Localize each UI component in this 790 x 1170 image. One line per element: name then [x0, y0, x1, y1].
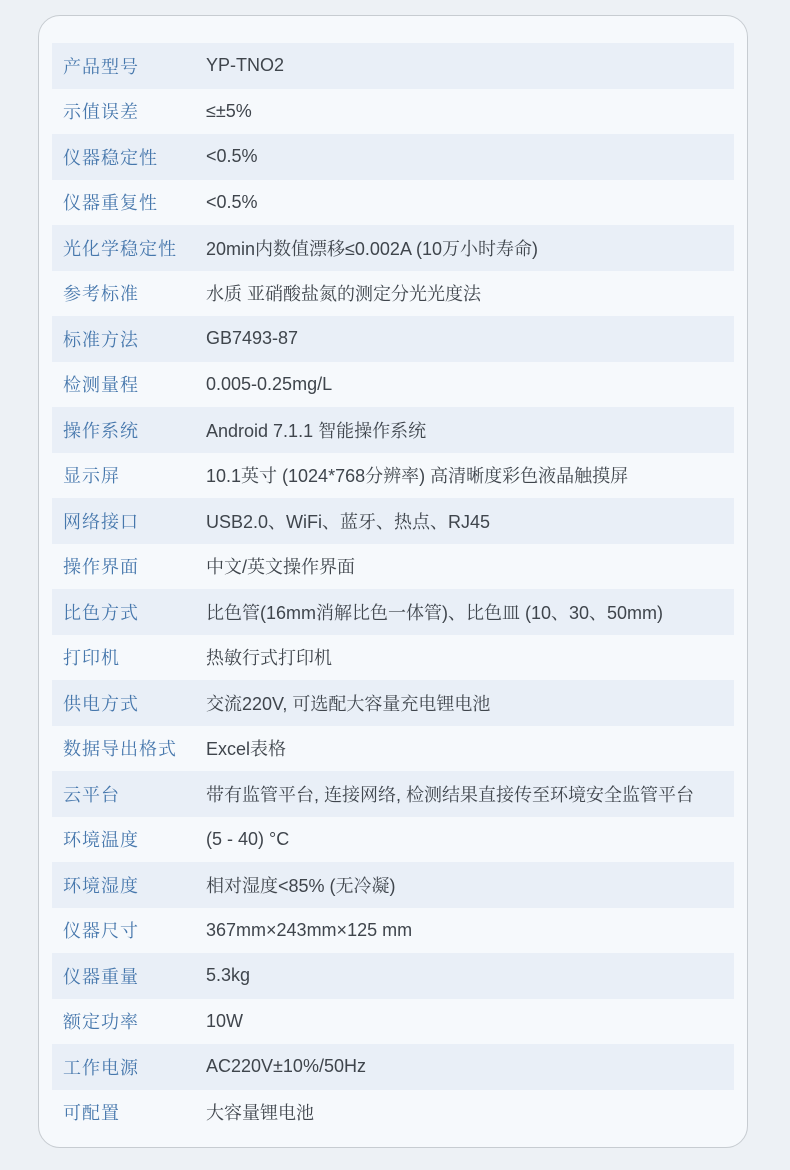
spec-value: 交流220V, 可选配大容量充电锂电池	[206, 693, 491, 714]
spec-label: 参考标准	[63, 284, 139, 305]
spec-row-product-model	[52, 43, 734, 89]
spec-row-indication-error	[52, 89, 734, 135]
spec-label: 额定功率	[63, 1012, 139, 1033]
spec-value: 大容量锂电池	[206, 1103, 314, 1124]
spec-label: 检测量程	[63, 375, 139, 396]
spec-value: 比色管(16mm消解比色一体管)、比色皿 (10、30、50mm)	[206, 602, 664, 623]
spec-label: 仪器重量	[63, 966, 139, 987]
spec-value: GB7493-87	[206, 328, 299, 349]
spec-label: 示值误差	[63, 102, 139, 123]
spec-label: 云平台	[63, 784, 120, 805]
spec-value: 20min内数值漂移≤0.002A (10万小时寿命)	[206, 238, 538, 259]
spec-value: AC220V±10%/50Hz	[206, 1056, 366, 1077]
spec-value: ≤±5%	[206, 100, 252, 121]
spec-value: USB2.0、WiFi、蓝牙、热点、RJ45	[206, 511, 491, 532]
spec-label: 打印机	[63, 648, 120, 669]
spec-value: Excel表格	[206, 739, 287, 760]
spec-value: 0.005-0.25mg/L	[206, 373, 333, 394]
spec-label: 网络接口	[63, 511, 139, 532]
spec-row-detection-range	[52, 362, 734, 408]
spec-row-repeatability	[52, 180, 734, 226]
spec-label: 操作界面	[63, 557, 139, 578]
spec-value: 367mm×243mm×125 mm	[206, 919, 413, 940]
spec-row-ui-language	[52, 544, 734, 590]
spec-row-working-power	[52, 1044, 734, 1090]
spec-row-printer	[52, 635, 734, 681]
spec-row-data-export	[52, 726, 734, 772]
spec-row-configurable	[52, 1090, 734, 1136]
spec-row-standard-method	[52, 316, 734, 362]
spec-value: 水质 亚硝酸盐氮的测定分光光度法	[206, 284, 481, 305]
spec-value: 中文/英文操作界面	[206, 557, 356, 578]
spec-row-photochemical-stability	[52, 225, 734, 271]
spec-value: 相对湿度<85% (无冷凝)	[206, 875, 396, 896]
spec-row-reference-standard	[52, 271, 734, 317]
spec-row-colorimetric-method	[52, 589, 734, 635]
spec-label: 显示屏	[63, 466, 120, 487]
spec-value: YP-TNO2	[206, 55, 285, 76]
spec-value: (5 - 40) °C	[206, 828, 290, 849]
spec-row-rated-power	[52, 999, 734, 1045]
spec-label: 仪器重复性	[63, 193, 158, 214]
spec-row-stability	[52, 134, 734, 180]
spec-value: <0.5%	[206, 146, 258, 167]
spec-row-power-supply	[52, 680, 734, 726]
spec-row-ambient-humidity	[52, 862, 734, 908]
spec-label: 光化学稳定性	[63, 238, 177, 259]
spec-label: 数据导出格式	[63, 739, 177, 760]
spec-value: <0.5%	[206, 191, 258, 212]
spec-row-display	[52, 453, 734, 499]
spec-label: 比色方式	[63, 602, 139, 623]
product-spec-card	[38, 15, 748, 1148]
spec-label: 仪器稳定性	[63, 147, 158, 168]
spec-row-network-interface	[52, 498, 734, 544]
spec-row-ambient-temperature	[52, 817, 734, 863]
spec-value: Android 7.1.1 智能操作系统	[206, 420, 427, 441]
spec-value: 5.3kg	[206, 965, 251, 986]
spec-label: 产品型号	[63, 56, 139, 77]
spec-label: 操作系统	[63, 420, 139, 441]
spec-value: 热敏行式打印机	[206, 648, 332, 669]
spec-table	[52, 43, 734, 1135]
spec-label: 环境湿度	[63, 875, 139, 896]
spec-label: 标准方法	[63, 329, 139, 350]
spec-value: 带有监管平台, 连接网络, 检测结果直接传至环境安全监管平台	[206, 784, 695, 805]
spec-row-cloud-platform	[52, 771, 734, 817]
spec-label: 仪器尺寸	[63, 921, 139, 942]
spec-row-instrument-weight	[52, 953, 734, 999]
spec-label: 工作电源	[63, 1057, 139, 1078]
spec-value: 10.1英寸 (1024*768分辨率) 高清晰度彩色液晶触摸屏	[206, 466, 629, 487]
spec-row-instrument-size	[52, 908, 734, 954]
spec-row-operating-system	[52, 407, 734, 453]
spec-label: 环境温度	[63, 830, 139, 851]
spec-value: 10W	[206, 1010, 244, 1031]
spec-label: 可配置	[63, 1103, 120, 1124]
spec-label: 供电方式	[63, 693, 139, 714]
